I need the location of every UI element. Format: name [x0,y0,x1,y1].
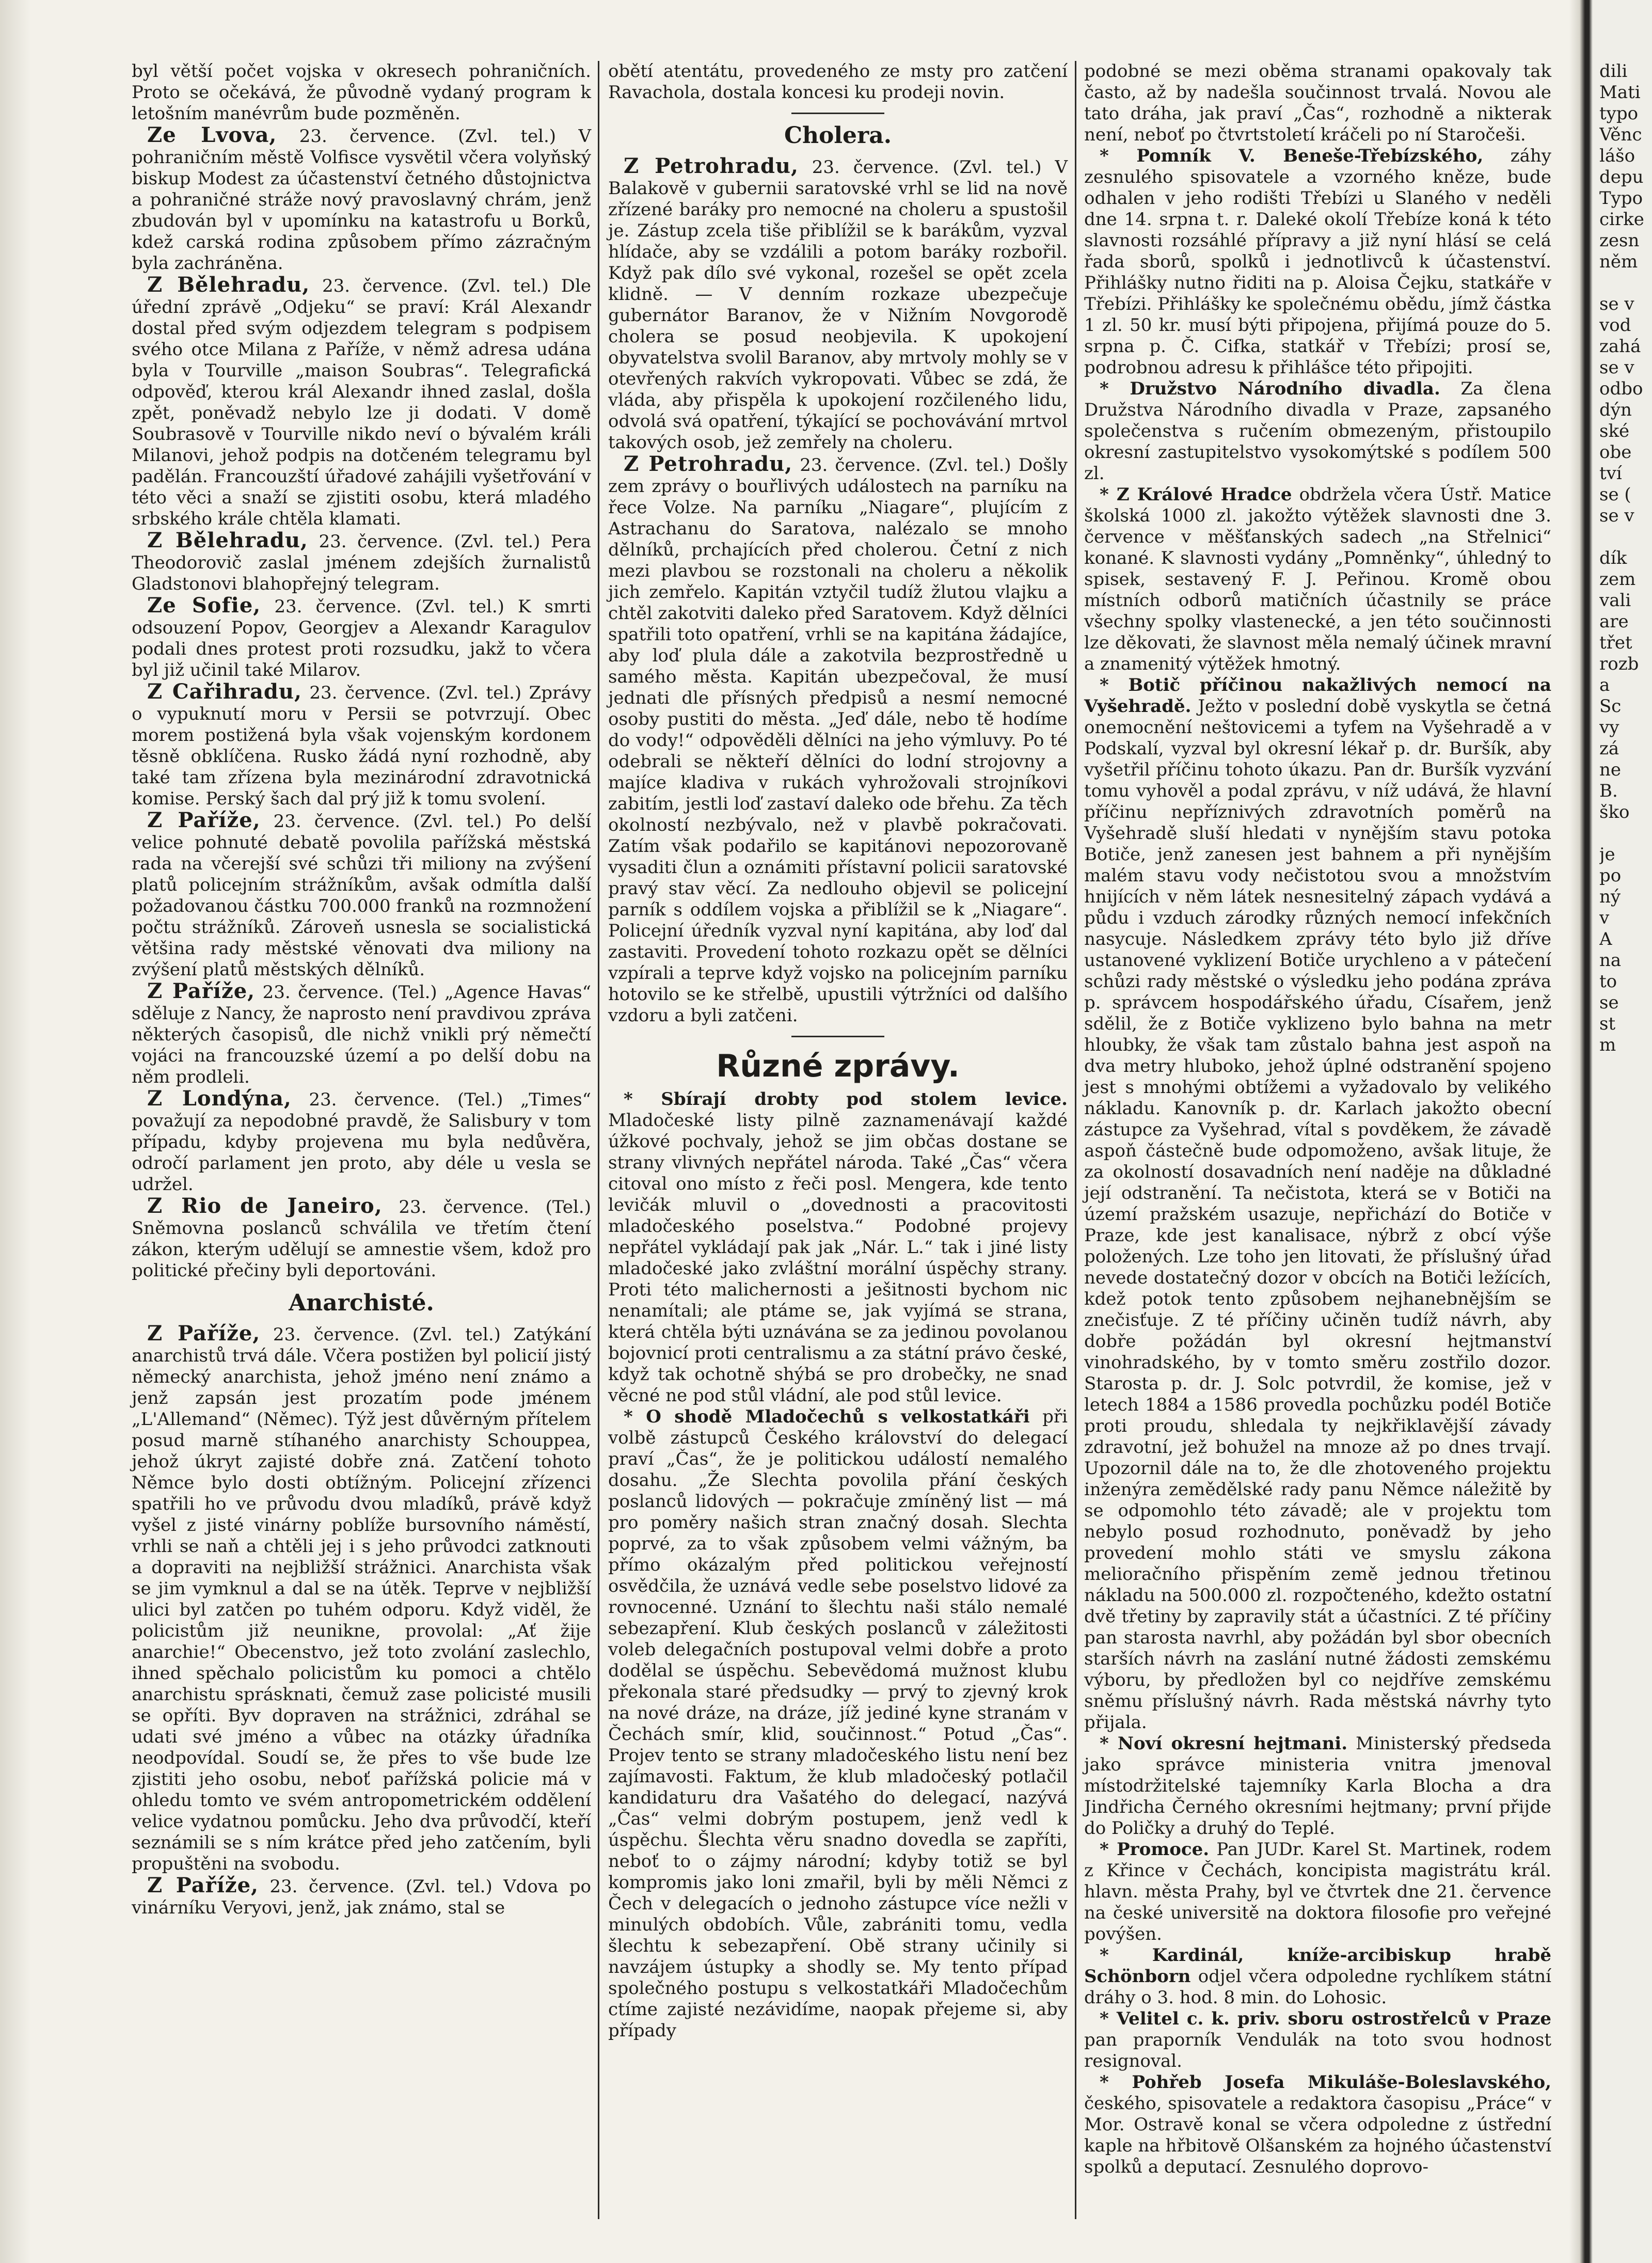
news-item-text: Pan JUDr. Karel St. Martinek, rodem z Křince v Čechách, koncipista magistrátu král. hlavn. města Prahy, byl ve čtvrtek dne 21. července na české universitě na doktora filosofie pro veřejné povýšen. [1084,1839,1551,1944]
news-item-text: Ministerský předseda jako správce ministeria vnitra jmenoval místodržitelské tajemníky Karla Blocha a dra Jindřicha Černého okresními hejtmany; první přijde do Poličky a druhý do Teplé. [1084,1733,1551,1839]
column-4-cutoff [1599,61,1652,1056]
news-item [132,124,591,274]
news-item-place: Ze Lvova, [147,123,277,147]
news-item [132,1195,591,1281]
news-item-dateline: 23. července. (Zvl. tel.) [277,126,579,147]
news-item-dateline: 23. července. (Zvl. tel.) [260,811,515,832]
cutoff-line: cirke [1599,209,1644,230]
news-item-lead: * Noví okresní hejtmani. [1100,1733,1348,1754]
cutoff-line [1599,823,1652,844]
cutoff-line: v [1599,908,1610,928]
column-rule [1075,61,1076,2219]
news-item-place: Z Rio de Janeiro, [147,1194,383,1218]
news-item [608,1089,1068,1406]
news-item-text: Sněmovna poslanců schválila ve třetím čtení zákon, kterým udělují se amnestie všem, kdož pro politické přečiny byli deportováni. [132,1218,591,1281]
news-item-place: Z Paříže, [147,1321,261,1346]
cutoff-line: je [1599,844,1615,865]
news-item-text: odjel včera odpoledne rychlíkem státní dráhy o 3. hod. 8 min. do Lohosic. [1084,1966,1551,2008]
news-item-place: Z Paříže, [147,808,261,832]
news-item-place: Z Paříže, [147,979,256,1003]
news-item-dateline: 23. července. (Tel.) [291,1089,520,1110]
cutoff-line [1599,527,1652,548]
news-item-text: při volbě zástupců Českého království do delegací praví „Čas“, že je politickou událostí nemalého dosahu. „Že Slechta povolila přání českých poslanců lidových — pokračuje zmíněný list — má pro poměry našich stran značný dosah. Slechta poprvé, za to však způsobem velmi vážným, ba přímo okázalým před politickou veřejností osvědčila, že uznává vedle sebe poselstvo lidové za rovnocenné. Uznání to šlechtu naši stálo nemalé sebezapření. Klub českých poslanců v záležitosti voleb delegačních postupoval velmi dobře a proto dodělal se úspěchu. Sebevědomá mužnost klubu překonala staré předsudky — prvý to zjevný krok na nové dráze, na dráze, jíž jediné kyne stranám v Čechách smír, klid, součinnost.“ Potud „Čas“. Projev tento se strany mladočeského listu není bez zajímavosti. Faktum, že klub mladočeský potlačil kandidaturu dra Vašatého do delegací, nazývá „Čas“ velmi dobrým postupem, jenž vedl k úspěchu. Šlechta věru snadno dovedla se zapříti, neboť to o zájmy národní; kdyby totiž se byl kompromis jako loni zmařil, byli by měli Němci z Čech v delegacích o jednoho zástupce více nežli v minulých obdobích. Vůle, zabrániti tomu, vedla šlechtu k sebezapření. Obě strany učinily si navzájem ústupky a shodly se. My tento případ společného postupu s velkostatkáři Mladočechům ctíme zajisté nezávidíme, naopak přejeme si, aby případy [608,1406,1068,2041]
news-item-lead: * Z Králové Hradce [1100,484,1292,505]
news-item-text: obdržela včera Ústř. Matice školská 1000 zl. jakožto výtěžek slavnosti dne 3. července v měšťanských sadech „na Střelnici“ konané. K slavnosti vydány „Pomněnky“, úhledný to spisek, sestavený F. J. Peřinou. Kromě obou místních odborů matičních účastnily se práce všechny spolky vlastenecké, a jen této součinnosti lze děkovati, že slavnost měla nemalý účinek mravní a znamenitý výtěžek hmotný. [1084,484,1551,674]
cutoff-line: vali [1599,590,1631,611]
news-item-lead: * Pohřeb Josefa Mikuláše-Boleslavského, [1100,2072,1551,2093]
column-1 [132,61,591,1919]
cutoff-line: st [1599,1014,1616,1034]
cutoff-line: rozb [1599,654,1639,674]
news-item-text: Dle úřední zprávě „Odjeku“ se praví: Král Alexandr dostal před svým odjezdem telegram s podpisem svého otce Milana z Paříže, v němž adresa udána byla v Tourville „maison Soubras“. Telegrafická odpověď, kterou král Alexandr ihned zaslal, došla zpět, poněvadž nebylo lze ji dodati. V domě Soubrasově v Tourville nikdo neví o bývalém králi Milanovi, jehož podpis na dotčeném telegramu byl padělán. Francouzští úřadové zahájili vyšetřování v této věci a snaží se zjistiti osobu, která mladého srbského krále chtěla klamati. [132,276,592,529]
news-item-text: Ježto v poslední době vyskytla se četná onemocnění neštovicemi a tyfem na Vyšehradě a v Podskalí, vyzval byl okresní lékař p. dr. Buršík, aby vyšetřil příčinu tohoto úkazu. Pan dr. Buršík vyzvání tomu vyhověl a podal zprávu, v níž udává, že hlavní příčinu nepříznivých zdravotních poměrů na Vyšehradě sluší hledati v nynějším stavu potoka Botiče, jenž zanesen jest bahnem a při nynějším malém stavu vody nečistotou svou a množstvím hnijících v něm látek nesnesitelný zápach vydává a půdu i vzduch zárodky různých nemocí infekčních nasycuje. Následkem zprávy této bylo již dříve ustanovené vyklizení Botiče urychleno a v pátečení schůzi rady městské o výsledku jeho podána zpráva p. správcem hospodářského úřadu, Císařem, jenž sdělil, že z Botiče vyklizeno bylo bahna na metr hloubky, že však tam zůstalo bahna jest aspoň na dva metry hluboko, jehož úplné odstranění spojeno jest s mnohými obtížemi a vyžadovalo by velikého nákladu. Kanovník p. dr. Karlach jakožto obecní zástupce za Vyšehrad, vítal s povděkem, že závadě aspoň částečně bude odpomoženo, avšak lituje, že za okolností dosavadních není naděje na důkladné její odstranění. Ta nečistota, která se v Botiči na území pražském usazuje, nepřichází do Botiče v Praze, kde jest kanalisace, nýbrž z obcí výše položených. Lze toho jen litovati, že příslušný úřad nevede dostatečný dozor v obcích na Botiči ležících, kdež potok tento způsobem nejhanebnějším se znečisťuje. Z té příčiny učiněn tudíž návrh, aby dobře požádán byl okresní hejtmanství vinohradského, by v tomto směru zostřilo dozor. Starosta p. dr. J. Solc potvrdil, že komise, jež v letech 1884 a 1586 provedla pochůzku podél Botiče proti proudu, shledala ty nejkřiklavější závady zdravotní, jež bohužel na mnoze až po dnes trvají. Upozornil dále na to, že dle zhotoveného projektu inženýra zemědělské rady panu Němce náležitě by se odpomohlo této závadě; ale v projektu tom nebylo posud rozhodnuto, poněvadž by jeho provedení mohlo státi ve smyslu zákona melioračního přispěním země jednou třetinou nákladu na 500.000 zl. rozpočteného, kdežto ostatní dvě třetiny by zapravily stát a účastníci. Z té příčiny pan starosta navrhl, aby požádán byl sbor obecních starších návrh na zaslání nutné žádosti zemskému výboru, by předložen byl co nejdříve zemskému sněmu příslušný návrh. Rada městská návrhy tyto přijala. [1084,696,1551,1733]
cutoff-line: se v [1599,294,1634,314]
news-item-dateline: 23. července. (Zvl. tel.) [792,455,1019,476]
news-item-text: Zprávy o vypuknutí moru v Persii se potvrzují. Obec morem postižená byla však vojenským kordonem těsně obklíčena. Rusko žádá nyní rozhodně, aby také tam zřízena byla mezinárodní zdravotnická komise. Perský šach dal prý již k tomu svolení. [132,683,591,809]
news-item-lead: * Velitel c. k. priv. sboru ostrostřelců v Praze [1100,2008,1551,2029]
news-item-place: Z Cařihradu, [147,679,302,704]
news-item [1084,1733,1551,1839]
cutoff-line: lášo [1599,146,1635,166]
news-item-text: „Agence Havas“ sděluje z Nancy, že naprosto není pravdivou zpráva některých časopisů, dle nichž vnikli prý němečtí vojáci na francouzské území a po delší dobu na něm prodleli. [132,982,591,1087]
cutoff-line: zá [1599,738,1619,759]
news-list [1084,146,1551,2178]
column-2 [608,61,1068,2042]
news-item-text: Vdova po vinárníku Veryovi, jenž, jak známo, stal se [132,1876,591,1918]
news-item-lead: * O shodě Mladočechů s velkostatkáři [624,1406,1030,1427]
cutoff-line: to [1599,971,1617,992]
news-item-place: Z Paříže, [147,1873,259,1897]
news-item-place: Z Bělehradu, [147,273,310,297]
news-item-text: K smrti odsouzení Popov, Georgjev a Alexandr Karagulov podali dnes protest proti rozsudku, jakž to včera byl již učinil také Milarov. [132,596,592,681]
cutoff-line: typo [1599,103,1639,124]
news-item [1084,484,1551,675]
news-item [608,1406,1068,2042]
news-item [132,530,591,595]
news-item-dateline: 23. července. (Zvl. tel.) [308,531,551,552]
column-3 [1084,61,1551,2178]
news-item-dateline: 23. července. (Zvl. tel.) [310,276,561,296]
news-item-text: V pohraničním městě Volfisce vysvětil včera volyňský biskup Modest za účastenství četného důstojnictva a pohraničné stráže nový pravoslavný chrám, jenž zbudován byl v upomínku na katastrofu u Borků, kdež carská rodina způsobem přímo zázračným byla zachráněna. [132,126,591,274]
section-heading-misc: Různé zprávy. [716,1048,960,1084]
cutoff-line: ne [1599,759,1622,780]
news-item [608,453,1068,1026]
cutoff-line: obe [1599,442,1632,463]
cutoff-line: dýn [1599,400,1632,420]
cutoff-line: se v [1599,505,1634,526]
section-heading-anarchists: Anarchisté. [289,1290,434,1316]
cutoff-line: are [1599,611,1629,632]
news-item [1084,2008,1551,2072]
news-item-place: Ze Sofie, [147,593,261,618]
section-heading-cholera: Cholera. [784,122,892,149]
cutoff-line: dík [1599,548,1627,568]
news-list [608,155,1068,1026]
cutoff-line: ný [1599,887,1621,907]
cutoff-line: depu [1599,167,1644,187]
news-list [132,124,591,1281]
news-item [1084,1839,1551,1945]
news-item-lead: * Sbírají drobty pod stolem levice. [624,1089,1068,1110]
news-item-text: záhy zesnulého spisovatele a vzorného kněze, bude odhalen v jeho rodišti Třebízi u Slaného v neděli dne 14. srpna t. r. Daleké okolí Třebíze koná k této slavnosti rozsáhlé přípravy a již nyní hlásí se celá řada sborů, spolků i jednotlivců k účastenství. Přihlášky nutno řiditi na p. Aloisa Čejku, statkáře v Třebízi. Přihlášky ke společnému obědu, jímž částka 1 zl. 50 kr. musí býti připojena, přijímá pouze do 5. srpna p. Č. Cifka, statkář v Třebízi; prosí se, podrobnou adresu k přihlášce této připojiti. [1084,146,1551,378]
news-item [132,274,591,530]
cutoff-line: vy [1599,717,1619,738]
cutoff-line: se [1599,992,1619,1013]
column-3-intro: podobné se mezi oběma stranami opakovaly tak často, až by nadešla součinnost trvalá. Novou ale tato dráha, jak praví „Čas“, rozhodně a nikterak není, neboť po čtvrtstoletí kráčeli po ní Staročeši. [1084,61,1551,145]
news-item-text: „Times“ považují za nepodobné pravdě, že Salisbury v tom případu, kdyby projevena mu byla nedůvěra, odročí parlament jen proto, aby déle u vesla se udržel. [132,1089,591,1195]
news-item [1084,378,1551,484]
news-item-dateline: 23. července. (Zvl. tel.) [261,596,518,617]
cutoff-line: něm [1599,251,1638,272]
news-item-text: Došly zem zprávy o bouřlivých událostech na parníku na řece Volze. Na parníku „Niagare“, plujícím z Astrachanu do Saratova, nalézalo se mnoho dělníků, prchajících před cholerou. Četní z nich mezi plavbou se rozstonali na choleru a několik jich zemřelo. Kapitán vztyčil tudíž žlutou vlajku a chtěl zakotviti daleko před Saratovem. Když dělníci spatřili toto opatření, vrhli se na kapitána žádajíce, aby loď plula dále a zakotvila bezprostředně u samého města. Kapitán ubezpečoval, že musí jednati dle přísných předpisů a nesmí nemocné osoby pustiti do města. „Jeď dále, nebo tě hodíme do vody!“ odpověděli dělníci na jeho výmluvy. Po té odebrali se někteří dělníci do lodní strojovny a majíce kladiva v rukách vyhrožovali strojníkovi zabitím, jestli loď zastaví daleko ode břehu. Za těch okolností nezbývalo, než v plavbě pokračovati. Zatím však podařilo se kapitánovi nepozorovaně vysaditi člun a oznámiti přístavní policii saratovské pravý stav věcí. Za nedlouho objevil se policejní parník s oddílem vojska a přiblížil se k „Niagare“. Policejní úředník vyzval nyní kapitána, aby loď dal zastaviti. Provedení tohoto rozkazu opět se dělníci vzpírali a teprve když vojsko na policejním parníku hotovilo se ke střelbě, upustili výtržníci od dalšího vzdoru a byli zatčeni. [608,455,1068,1026]
news-item [132,1323,591,1875]
cutoff-line: třet [1599,632,1632,653]
divider [791,113,884,114]
news-item-dateline: 23. července. (Tel.) [255,982,445,1003]
news-item [132,810,591,980]
news-item-text: Za člena Družstva Národního divadla v Praze, zapsaného společenstva s ručením obmezeným, přistoupilo okresní zastupitelstvo vysokomýtské s podílem 500 zl. [1084,378,1551,484]
news-list [608,1089,1068,2042]
news-item-text: pan praporník Vendulák na toto svou hodnost resignoval. [1084,2030,1551,2071]
news-item [132,595,591,681]
cutoff-line: tví [1599,463,1622,484]
news-item-lead: * Kardinál, kníže-arcibiskup hrabě Schönborn [1084,1945,1551,1987]
news-item [132,681,591,810]
news-item-place: Z Petrohradu, [624,452,793,476]
cutoff-line: dili [1599,61,1628,82]
news-item-text: českého, spisovatele a redaktora časopisu „Práce“ v Mor. Ostravě konal se včera odpoledne z ústřední kaple na hřbitově Olšanském za hojného účastenství spolků a deputací. Zesnulého doprovo- [1084,2093,1551,2177]
cutoff-line: Sc [1599,696,1622,717]
column-rule [598,61,599,2219]
cutoff-line: ské [1599,421,1630,441]
cutoff-line: zem [1599,569,1636,590]
news-item-text: Po delší velice pohnuté debatě povolila pařížská městská rada na včerejší své schůzi tři miliony na zvýšení platů policejním strážníkům, avšak odmítla další požadovanou částku 700.000 franků na rozmnožení počtu strážníků. Zároveň usnesla se socialistická většina rady městské věnovati dva miliony na zvýšení platů městských dělníků. [132,811,592,980]
cutoff-line: Věnc [1599,124,1642,145]
news-item-dateline: 23. července. (Zvl. tel.) [258,1876,504,1897]
news-item [1084,2072,1551,2178]
news-item-dateline: 23. července. (Zvl. tel.) [301,683,529,703]
news-item-dateline: 23. července. (Tel.) [382,1197,591,1217]
cutoff-line: po [1599,865,1622,886]
news-item-lead: * Promoce. [1100,1839,1210,1860]
divider [791,1036,884,1037]
cutoff-line: zesn [1599,230,1640,251]
news-item-lead: * Pomník V. Beneše-Třebízského, [1100,146,1484,166]
cutoff-line: Mati [1599,82,1641,103]
cutoff-line: zahá [1599,336,1641,357]
cutoff-line: se v [1599,357,1634,378]
cutoff-line: ško [1599,802,1630,822]
cutoff-line: odbo [1599,378,1643,399]
news-item-lead: * Družstvo Národního divadla. [1100,378,1440,399]
news-item-place: Z Petrohradu, [624,154,799,178]
cutoff-line [1599,273,1652,294]
news-item-dateline: 23. července. (Zvl. tel.) [260,1324,514,1345]
cutoff-line: A [1599,929,1612,949]
cutoff-line: vod [1599,315,1631,336]
news-item-place: Z Bělehradu, [147,528,308,552]
news-item [1084,675,1551,1733]
cutoff-line: B. [1599,781,1618,801]
news-item-text: Mladočeské listy pilně zaznamenávají každé úžkové pochvaly, jehož se jim občas dostane se strany vlivných nepřátel národa. Také „Čas“ včera citoval ono místo z řeči posl. Mengera, kde tento levičák mluvil o „dovednosti a pracovitosti mladočeského poselstva.“ Podobné projevy nepřátel vykládají pak jak „Nár. L.“ tak i jiné listy mladočeské jako zvláštní morální úspěchy strany. Proti této malichernosti a ješitnosti bychom nic nenamítali; ale ptáme se, jak vyjímá se strana, která chtěla býti uznávána se za jedinou povolanou bojovnicí proti centralismu a za státní právo české, když tak ochotně shýbá se pro drobečky, ne snad věcné ne pod stůl vládní, ale pod stůl levice. [608,1110,1068,1406]
cutoff-line: a [1599,675,1610,695]
news-item-lead: * Botič příčinou nakažlivých nemocí na Vyšehradě. [1084,675,1551,717]
cutoff-line: m [1599,1035,1616,1055]
news-item [132,1875,591,1919]
column-1-intro: byl větší počet vojska v okresech pohraničních. Proto se očekává, že původně vydaný program k letošním manévrům bude pozměněn. [132,61,591,124]
news-item-text: V Balakově v gubernii saratovské vrhl se lid na nově zřízené baráky pro nemocné na choleru a spustošil je. Zástup zcela tiše přiblížil se k barákům, vyzval hlídače, aby se vzdálili a potom baráky rozbořil. Když pak dílo své vykonal, rozešel se opět zcela klidně. — V denním rozkaze ubezpečuje gubernátor Baranov, že v Nižním Novgorodě cholera se posud neobjevila. K upokojení obyvatelstva svolil Baranov, aby mrtvoly mohly se v otevřených rakvích vykropovati. Vůbec se zdá, že vláda, aby přispěla k upokojení rozčileného lidu, odvolá svá opatření, týkající se pochovávání mrtvol takových osob, jež zemřely na choleru. [608,157,1068,453]
news-item-dateline: 23. července. (Zvl. tel.) [798,157,1055,178]
news-item [132,980,591,1088]
news-item-text: Zatýkání anarchistů trvá dále. Včera postižen byl policií jistý německý anarchista, jehož jméno není známo a jenž zapsán jest prozatím pode jménem „L'Allemand“ (Němec). Týž jest důvěrným přítelem posud marně stíhaného anarchisty Schouppea, jehož úkryt zajisté dobře zná. Zatčení tohoto Němce bylo dosti obtížným. Policejní zřízenci spatřili ho ve průvodu dvou mladíků, právě když vyšel z jisté vinárny poblíže bursovního náměstí, vrhli se naň a chtěli jej i s jeho průvodci zatknouti a dopraviti na nejbližší strážnici. Anarchista však se jim vymknul a dal se na útěk. Teprve v nejbližší ulici byl zatčen po tuhém odporu. Když viděl, že policistům již neunikne, provolal: „Ať žije anarchie!“ Obecenstvo, jež toto zvolání zaslechlo, ihned spěchalo policistům ku pomoci a chtělo anarchistu sprásknati, čemuž zase policisté musili se opříti. Byv dopraven na strážnici, zdráhal se udati své jméno a vůbec na otázky úřadníka neodpovídal. Soudí se, že přes to vše bude lze zjistiti jeho osobu, neboť pařížská policie má v ohledu tomto ve svém antropometrickém oddělení velice vydatnou pomůcku. Jeho dva průvodčí, kteří seznámili se s ním krátce před jeho zatčením, byli propuštěni na svobodu. [132,1324,592,1874]
news-item [1084,146,1551,378]
news-list [132,1323,591,1919]
news-item-text: Pera Theodorovič zaslal jménem zdejších žurnalistů Gladstonovi blahopřejný telegram. [132,531,591,594]
news-item [132,1088,591,1195]
news-item-place: Z Londýna, [147,1086,292,1111]
cutoff-line: Typo [1599,188,1643,209]
column-2-intro: obětí atentátu, provedeného ze msty pro zatčení Ravachola, dostala koncesi ku prodeji novin. [608,61,1068,103]
news-item [608,155,1068,453]
cutoff-line: na [1599,950,1622,971]
news-item [1084,1945,1551,2008]
cutoff-line: se ( [1599,484,1631,505]
